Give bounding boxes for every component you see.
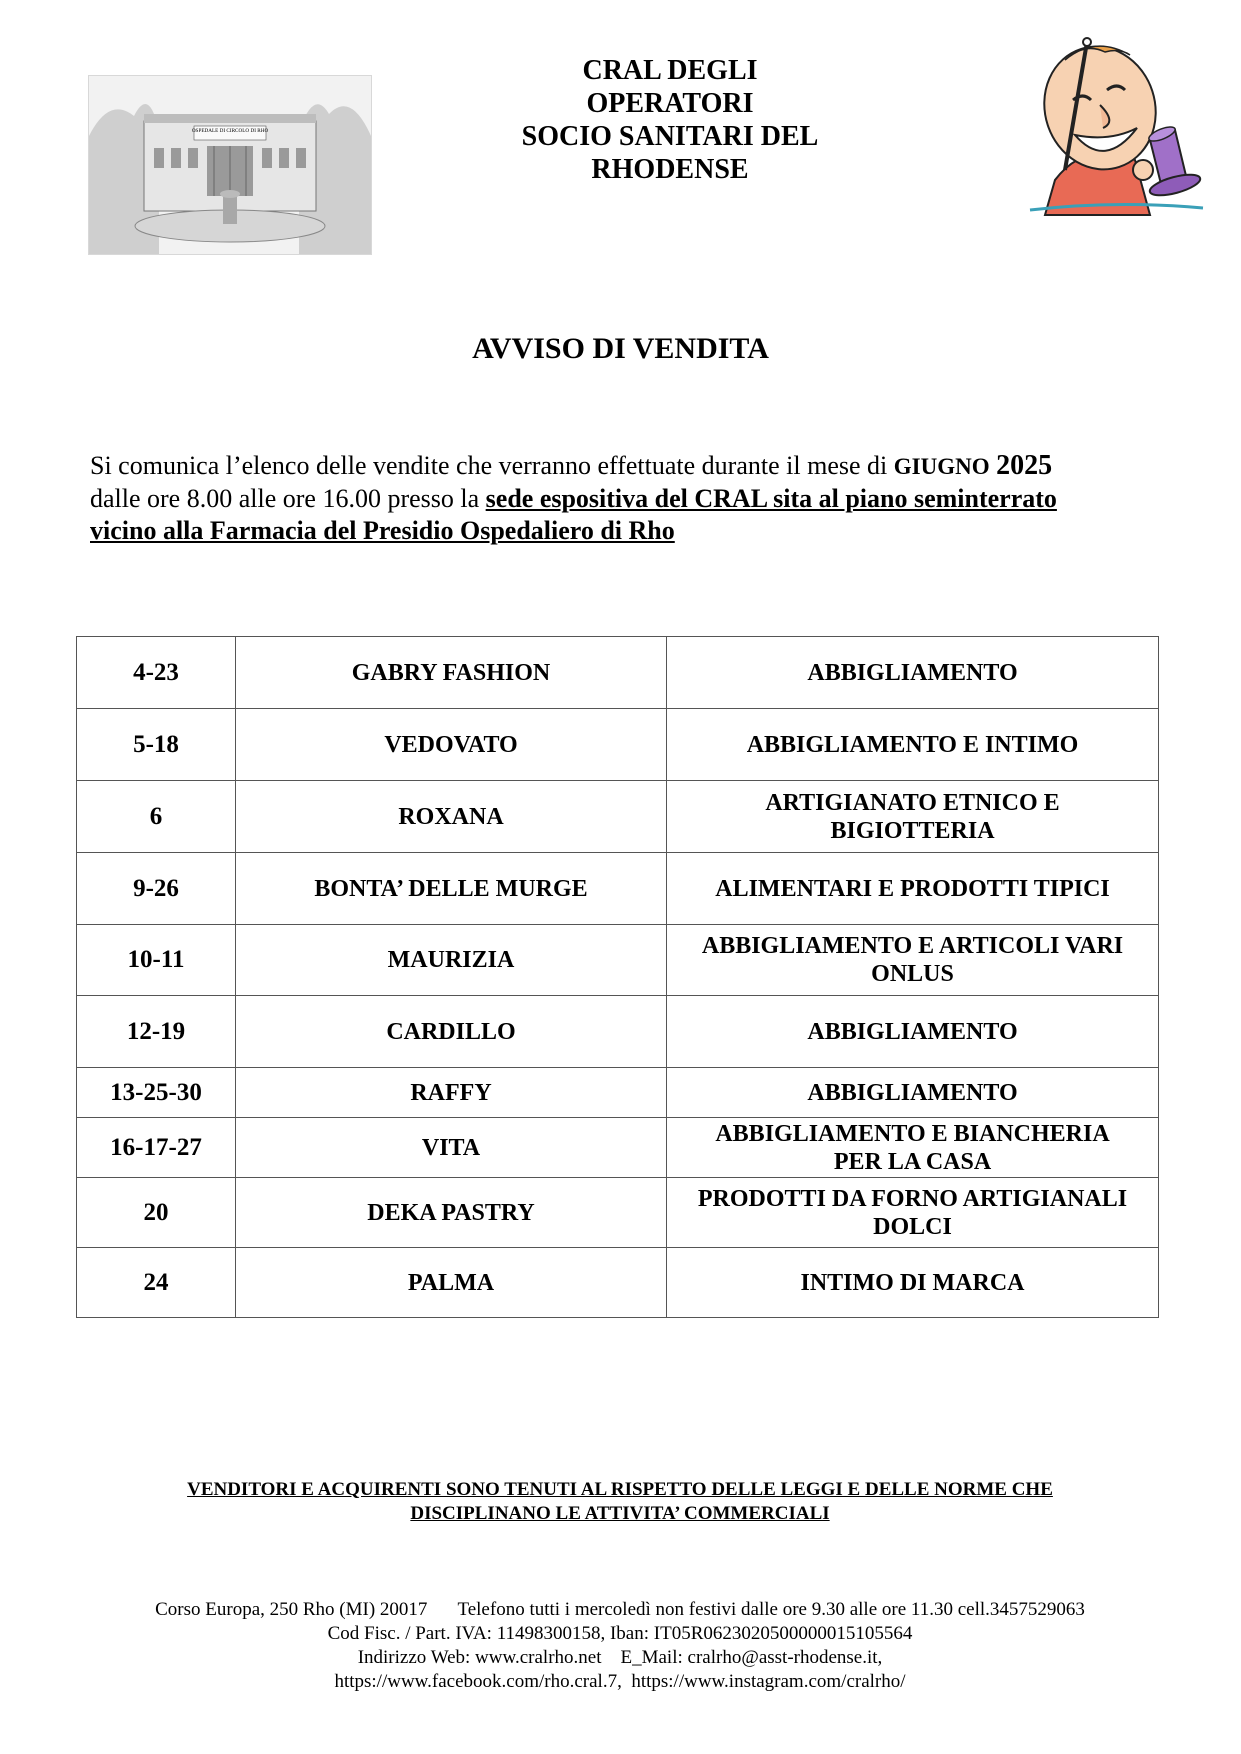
table-row (77, 853, 1159, 925)
table-row (77, 925, 1159, 996)
sale-category-line1: ABBIGLIAMENTO (807, 659, 1018, 686)
sale-vendor: BONTA’ DELLE MURGE (236, 853, 667, 925)
sale-category (667, 925, 1159, 996)
sale-vendor: GABRY FASHION (236, 637, 667, 709)
sale-dates: 10-11 (77, 925, 236, 996)
table-row (77, 1118, 1159, 1178)
table-row (77, 709, 1159, 781)
table-row (77, 1248, 1159, 1318)
contact-line-address (60, 1598, 1180, 1622)
org-title-line2: SOCIO SANITARI DEL (521, 121, 819, 152)
contact-info (60, 1598, 1180, 1694)
contact-social-links[interactable]: https://www.facebook.com/rho.cral.7, https://www.instagram.com/cralrho/ (334, 1671, 906, 1692)
intro-paragraph (90, 450, 1165, 547)
sale-category-line1: INTIMO DI MARCA (800, 1269, 1025, 1296)
org-title-line1: CRAL DEGLI OPERATORI (582, 55, 758, 119)
intro-month: GIUGNO (893, 454, 990, 479)
sale-category-line1: ABBIGLIAMENTO (807, 1079, 1018, 1106)
sale-dates: 13-25-30 (77, 1068, 236, 1118)
sale-category-line2: ONLUS (871, 961, 954, 987)
sale-category-line1: PRODOTTI DA FORNO ARTIGIANALI (697, 1185, 1128, 1212)
table-row (77, 1178, 1159, 1248)
intro-location-line1: sede espositiva del CRAL sita al piano seminterrato (485, 484, 1057, 513)
sale-category-line2: PER LA CASA (833, 1148, 992, 1175)
contact-fiscal: Cod Fisc. / Part. IVA: 11498300158, Iban: IT05R0623020500000015105564 (327, 1623, 913, 1644)
organization-title (500, 54, 840, 186)
sale-dates: 5-18 (77, 709, 236, 781)
sale-category-line1: ARTIGIANATO ETNICO E (765, 789, 1060, 816)
table-row (77, 781, 1159, 853)
sale-vendor: MAURIZIA (236, 925, 667, 996)
sale-category (667, 1178, 1159, 1248)
sale-vendor: PALMA (236, 1248, 667, 1318)
sale-dates: 4-23 (77, 637, 236, 709)
table-row (77, 996, 1159, 1068)
sale-dates: 12-19 (77, 996, 236, 1068)
hospital-building-image (88, 75, 372, 255)
sale-vendor: ROXANA (236, 781, 667, 853)
intro-text: Si comunica l’elenco delle vendite che verranno effettuate durante il mese di (90, 451, 894, 480)
sale-category-line1: ABBIGLIAMENTO E BIANCHERIA (715, 1120, 1110, 1147)
cartoon-mascot-image (1025, 30, 1205, 220)
intro-location-line2: vicino alla Farmacia del Presidio Ospedaliero di Rho (90, 516, 675, 545)
contact-address: Corso Europa, 250 Rho (MI) 20017 (155, 1599, 428, 1620)
sale-vendor: RAFFY (236, 1068, 667, 1118)
notice-title: AVVISO DI VENDITA (472, 332, 769, 365)
legal-notice (120, 1478, 1120, 1526)
table-row (77, 637, 1159, 709)
sale-category-line2: BIGIOTTERIA (830, 817, 995, 844)
svg-text:OSPEDALE DI CIRCOLO DI RHO: OSPEDALE DI CIRCOLO DI RHO (191, 128, 269, 134)
sale-category-line1: ALIMENTARI E PRODOTTI TIPICI (715, 875, 1110, 902)
sale-vendor: CARDILLO (236, 996, 667, 1068)
table-row (77, 1068, 1159, 1118)
sale-category (667, 709, 1159, 781)
legal-notice-line2: DISCIPLINANO LE ATTIVITA’ COMMERCIALI (410, 1503, 830, 1524)
sale-category-line2: DOLCI (873, 1213, 952, 1240)
sale-dates: 16-17-27 (77, 1118, 236, 1178)
sale-category (667, 996, 1159, 1068)
sale-vendor: VITA (236, 1118, 667, 1178)
sale-dates: 9-26 (77, 853, 236, 925)
sale-category-line1: ABBIGLIAMENTO E ARTICOLI VARI (701, 933, 1124, 959)
sale-vendor: DEKA PASTRY (236, 1178, 667, 1248)
sale-category (667, 853, 1159, 925)
sale-category (667, 637, 1159, 709)
sale-dates: 24 (77, 1248, 236, 1318)
sale-category (667, 781, 1159, 853)
legal-notice-line1: VENDITORI E ACQUIRENTI SONO TENUTI AL RISPETTO DELLE LEGGI E DELLE NORME CHE (187, 1479, 1053, 1500)
intro-hours-text: dalle ore 8.00 alle ore 16.00 presso la (90, 484, 486, 513)
contact-phone: Telefono tutti i mercoledì non festivi dalle ore 9.30 alle ore 11.30 cell.3457529063 (457, 1599, 1085, 1620)
sale-dates: 6 (77, 781, 236, 853)
org-title-line3: RHODENSE (591, 154, 749, 185)
sale-vendor: VEDOVATO (236, 709, 667, 781)
sale-dates: 20 (77, 1178, 236, 1248)
sale-category (667, 1118, 1159, 1178)
contact-web-mail: Indirizzo Web: www.cralrho.net E_Mail: cralrho@asst-rhodense.it, (357, 1647, 883, 1668)
sale-category-line1: ABBIGLIAMENTO (807, 1018, 1018, 1045)
sales-table (76, 636, 1159, 1318)
sale-category (667, 1248, 1159, 1318)
sale-category (667, 1068, 1159, 1118)
sale-category-line1: ABBIGLIAMENTO E INTIMO (746, 731, 1079, 758)
intro-year: 2025 (996, 450, 1053, 481)
